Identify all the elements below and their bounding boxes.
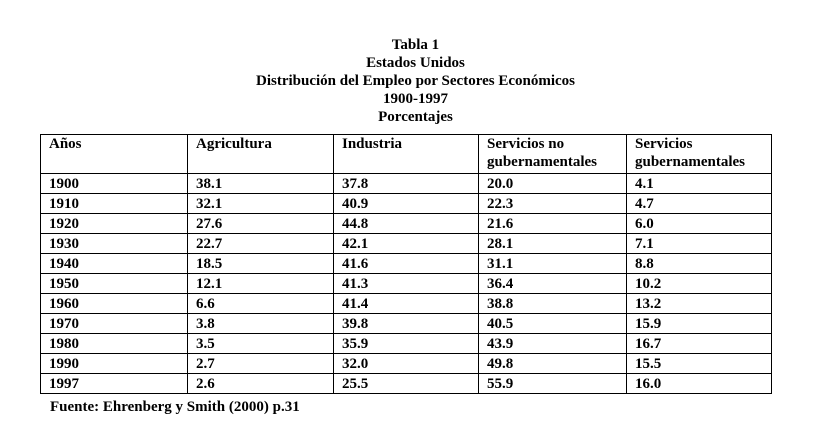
cell-servicios-no-gubernamentales: 55.9: [479, 374, 627, 394]
cell-industria: 41.3: [334, 274, 479, 294]
table-title: Distribución del Empleo por Sectores Económicos: [255, 73, 576, 89]
cell-agricultura: 3.8: [188, 314, 334, 334]
header-cell-servicios-gubernamentales: Servicios gubernamentales: [627, 135, 772, 174]
cell-industria: 41.6: [334, 254, 479, 274]
cell-agricultura: 3.5: [188, 334, 334, 354]
cell-servicios-no-gubernamentales: 22.3: [479, 194, 627, 214]
cell-agricultura: 12.1: [188, 274, 334, 294]
header-row: [41, 135, 772, 174]
table-row: [41, 274, 772, 294]
table-number: Tabla 1: [391, 37, 440, 53]
table-row: [41, 194, 772, 214]
table-row: [41, 374, 772, 394]
cell-industria: 32.0: [334, 354, 479, 374]
header-cell-servicios-no-gubernamentales: Servicios no gubernamentales: [479, 135, 627, 174]
cell-servicios-gubernamentales: 16.7: [627, 334, 772, 354]
table-row: [41, 214, 772, 234]
cell-agricultura: 2.7: [188, 354, 334, 374]
cell-servicios-gubernamentales: 10.2: [627, 274, 772, 294]
table-body: [41, 174, 772, 394]
table-row: [41, 294, 772, 314]
cell-anos: 1970: [41, 314, 188, 334]
cell-anos: 1900: [41, 174, 188, 194]
cell-anos: 1930: [41, 234, 188, 254]
table-row: [41, 334, 772, 354]
cell-agricultura: 18.5: [188, 254, 334, 274]
cell-servicios-no-gubernamentales: 20.0: [479, 174, 627, 194]
cell-anos: 1980: [41, 334, 188, 354]
table-row: [41, 174, 772, 194]
cell-servicios-no-gubernamentales: 38.8: [479, 294, 627, 314]
cell-industria: 39.8: [334, 314, 479, 334]
cell-servicios-gubernamentales: 4.7: [627, 194, 772, 214]
cell-agricultura: 6.6: [188, 294, 334, 314]
source-note: Fuente: Ehrenberg y Smith (2000) p.31: [50, 399, 300, 415]
cell-anos: 1910: [41, 194, 188, 214]
cell-servicios-gubernamentales: 4.1: [627, 174, 772, 194]
employment-table: [40, 134, 772, 394]
cell-servicios-gubernamentales: 15.5: [627, 354, 772, 374]
cell-agricultura: 32.1: [188, 194, 334, 214]
header-cell-anos: Años: [41, 135, 188, 174]
table-row: [41, 354, 772, 374]
table-period: 1900-1997: [383, 91, 448, 107]
table-caption: [0, 36, 831, 126]
table-row: [41, 314, 772, 334]
table-row: [41, 254, 772, 274]
cell-anos: 1997: [41, 374, 188, 394]
cell-industria: 37.8: [334, 174, 479, 194]
table-unit: Porcentajes: [378, 109, 453, 125]
cell-servicios-gubernamentales: 6.0: [627, 214, 772, 234]
cell-servicios-no-gubernamentales: 28.1: [479, 234, 627, 254]
cell-industria: 40.9: [334, 194, 479, 214]
cell-servicios-gubernamentales: 7.1: [627, 234, 772, 254]
cell-servicios-no-gubernamentales: 49.8: [479, 354, 627, 374]
cell-servicios-gubernamentales: 16.0: [627, 374, 772, 394]
cell-agricultura: 27.6: [188, 214, 334, 234]
cell-industria: 44.8: [334, 214, 479, 234]
cell-anos: 1950: [41, 274, 188, 294]
cell-servicios-no-gubernamentales: 36.4: [479, 274, 627, 294]
cell-agricultura: 2.6: [188, 374, 334, 394]
cell-servicios-gubernamentales: 8.8: [627, 254, 772, 274]
cell-agricultura: 22.7: [188, 234, 334, 254]
cell-industria: 25.5: [334, 374, 479, 394]
cell-servicios-no-gubernamentales: 21.6: [479, 214, 627, 234]
cell-industria: 35.9: [334, 334, 479, 354]
table-row: [41, 234, 772, 254]
header-cell-industria: Industria: [334, 135, 479, 174]
cell-agricultura: 38.1: [188, 174, 334, 194]
cell-anos: 1990: [41, 354, 188, 374]
cell-anos: 1960: [41, 294, 188, 314]
cell-servicios-no-gubernamentales: 43.9: [479, 334, 627, 354]
cell-anos: 1920: [41, 214, 188, 234]
cell-servicios-no-gubernamentales: 40.5: [479, 314, 627, 334]
cell-servicios-gubernamentales: 15.9: [627, 314, 772, 334]
cell-industria: 42.1: [334, 234, 479, 254]
cell-industria: 41.4: [334, 294, 479, 314]
cell-servicios-gubernamentales: 13.2: [627, 294, 772, 314]
cell-servicios-no-gubernamentales: 31.1: [479, 254, 627, 274]
cell-anos: 1940: [41, 254, 188, 274]
header-cell-agricultura: Agricultura: [188, 135, 334, 174]
table-country: Estados Unidos: [366, 55, 465, 71]
